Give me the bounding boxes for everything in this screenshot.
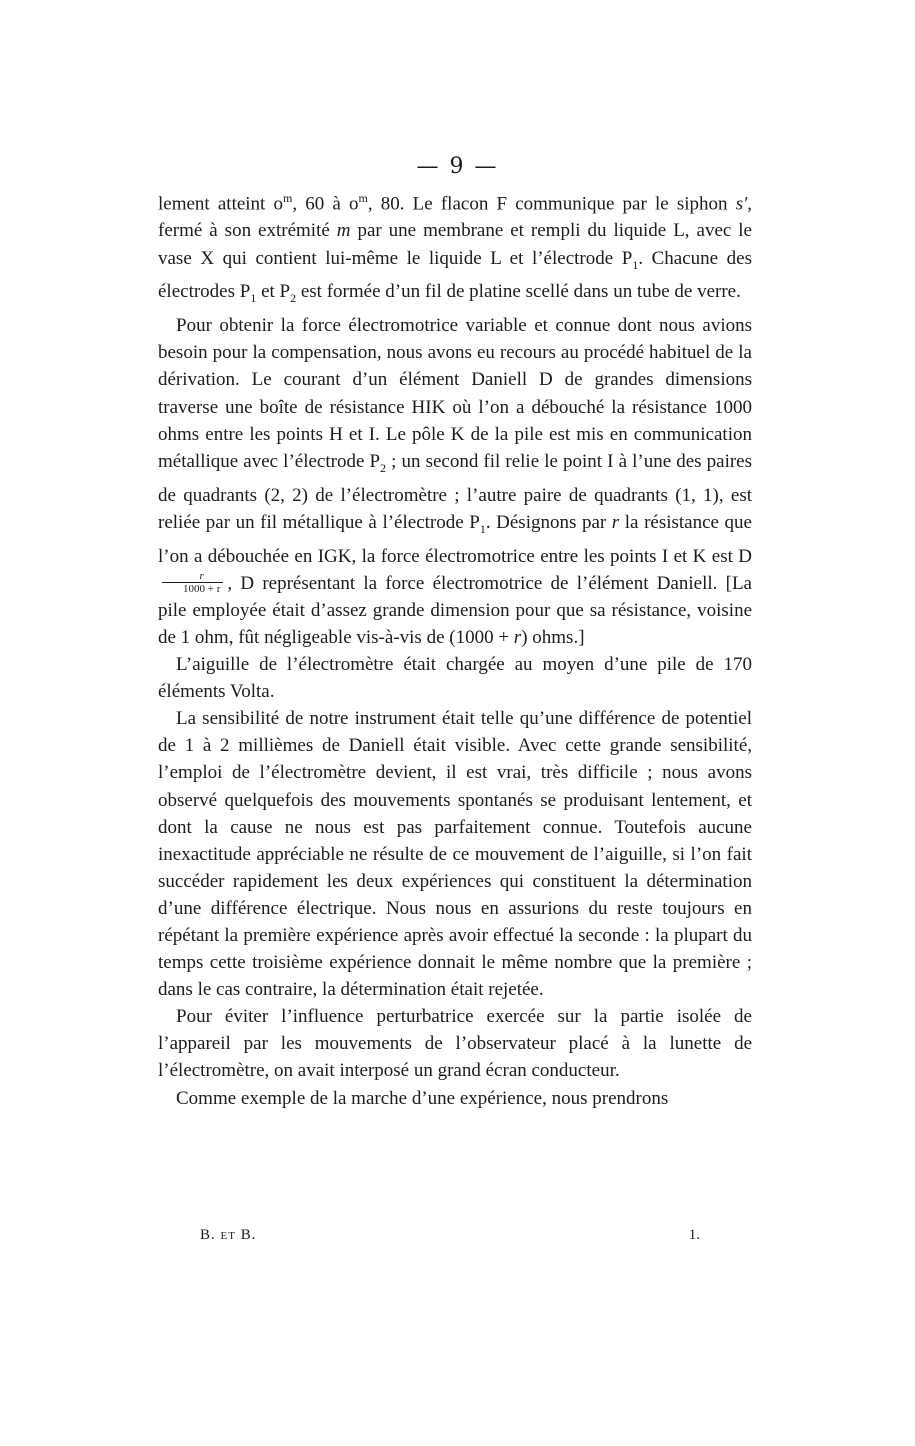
text-run: L’aiguille de l’électromètre était chargée au moyen d’une pile de 170 éléments Volta.	[158, 654, 752, 703]
subscript: 1	[479, 521, 486, 536]
text-run: la résistance que l’on a débouchée en IGK, la force électromotrice entre les points I et K est D	[158, 511, 752, 567]
paragraph-p3	[158, 651, 752, 705]
signature-initial-2: B.	[240, 1227, 257, 1243]
paragraph-p1	[158, 185, 752, 312]
text-run: Pour obtenir la force électromotrice variable et connue dont nous avions besoin pour la compensation, nous avons eu recours au procédé habituel de la dérivation. Le courant d’un élément Daniell D de grandes dimensions traverse une boîte de résistance HIK où l’on a débouché la résistance 1000 ohms entre les points H et I. Le pôle K de la pile est mis en communication métallique avec l’électrode P	[158, 315, 752, 472]
paragraph-p6	[158, 1085, 752, 1112]
text-run: Pour éviter l’influence perturbatrice exercée sur la partie isolée de l’appareil par les mouvements de l’observateur placé à la lunette de l’électromètre, on avait interposé un grand écran conducteur.	[158, 1006, 752, 1082]
subscript: 1	[632, 257, 639, 272]
superscript: m	[358, 191, 368, 205]
paragraph-p4	[158, 705, 752, 1003]
subscript: 1	[250, 291, 257, 306]
text-run: lement atteint o	[158, 193, 283, 215]
sheet-mark: 1.	[688, 1227, 700, 1243]
text-run: est formée d’un fil de platine scellé dans un tube de verre.	[296, 281, 741, 303]
signature-mark	[200, 1227, 256, 1244]
text-run: ; un second fil relie le point I à l’une des paires de quadrants (2, 2) de l’électromètre ; l’autre paire de quadrants (1, 1), est reliée par un fil métallique à l’électrode P	[158, 450, 752, 533]
text-run: Comme exemple de la marche d’une expérience, nous prendrons	[176, 1087, 669, 1109]
paragraph-p5	[158, 1003, 752, 1084]
text-run: par une membrane et rempli du liquide L, avec le vase X qui contient lui-même le liquide L et l’électrode P	[158, 220, 752, 269]
text-run: ) ohms.]	[521, 626, 585, 648]
text-run: . Chacune des électrodes P	[158, 247, 752, 303]
italic-symbol: s′	[735, 193, 748, 215]
fraction-numerator: r	[199, 569, 204, 582]
signature-et: ET	[220, 1230, 236, 1242]
page-number: — 9 —	[416, 154, 499, 179]
fraction	[162, 570, 223, 595]
italic-symbol: r	[611, 511, 620, 533]
fraction-denominator: 1000 + r	[162, 582, 223, 595]
text-run: , 80. Le flacon F communique par le siphon	[367, 193, 736, 215]
italic-symbol: m	[336, 220, 351, 242]
body-text	[158, 185, 752, 1112]
text-run: , D représentant la force électromotrice de l’élément Daniell. [La pile employée était d’assez grande dimension pour que sa résistance, voisine de 1 ohm, fût négligeable vis-à-vis de (1000 +	[158, 572, 752, 648]
text-run: La sensibilité de notre instrument était telle qu’une différence de potentiel de 1 à 2 millièmes de Daniell était visible. Avec cette grande sensibilité, l’emploi de l’électromètre devient, il est vrai, très difficile ; nous avons observé quelquefois des mouvements spontanés se produisant lentement, et dont la cause ne nous est pas parfaitement connue. Toutefois aucune inexactitude appréciable ne résulte de ce mouvement de l’aiguille, si l’on fait succéder rapidement les deux expériences qui constituent la détermination d’une différence électrique. Nous nous en assurions du reste toujours en répétant la première expérience après avoir effectué la seconde : la plupart du temps cette troisième expérience donnait le même nombre que la première ; dans le cas contraire, la détermination était rejetée.	[158, 708, 752, 1001]
subscript: 2	[380, 460, 387, 475]
subscript: 2	[290, 291, 297, 306]
signature-initial-1: B.	[200, 1227, 216, 1243]
text-run: , fermé à son extrémité	[158, 193, 752, 242]
superscript: m	[283, 191, 293, 205]
text-run: , 60 à o	[292, 193, 359, 215]
text-run: et P	[256, 281, 291, 303]
italic-symbol: r	[513, 626, 522, 648]
text-run: . Désignons par	[485, 511, 612, 533]
paragraph-p2	[158, 312, 752, 651]
